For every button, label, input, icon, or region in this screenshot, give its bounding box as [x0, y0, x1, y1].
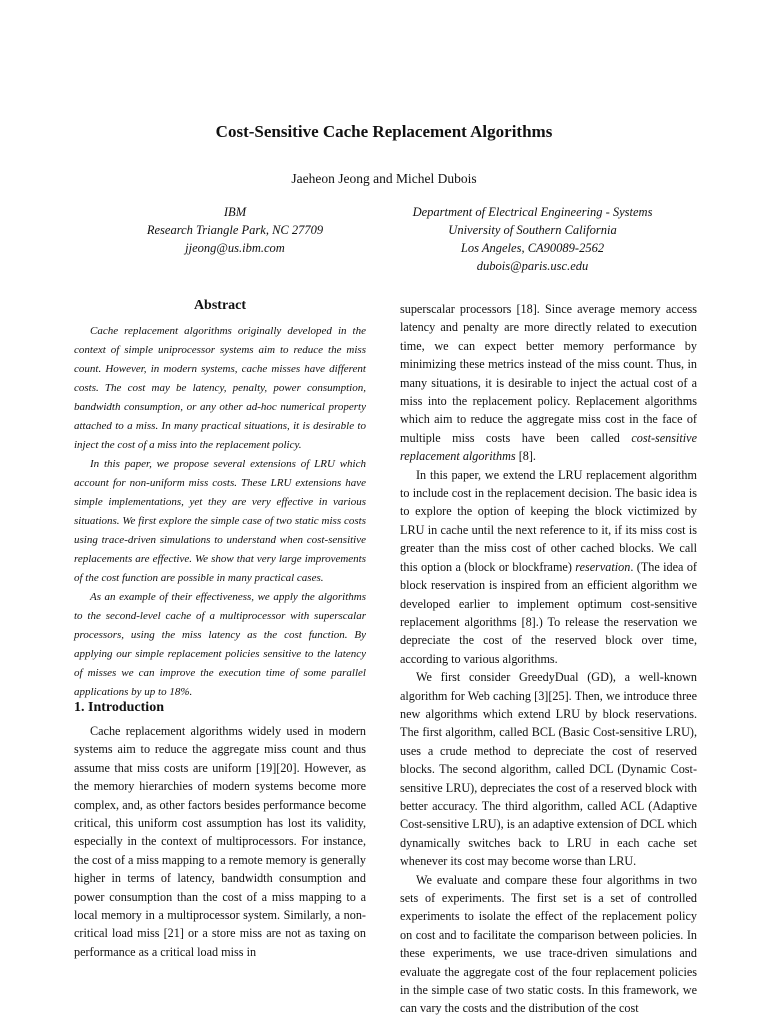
- abstract-heading: Abstract: [193, 298, 247, 313]
- paper-authors: Jaeheon Jeong and Michel Dubois: [291, 171, 477, 186]
- affiliation-right: [385, 203, 680, 275]
- right-paragraph: We evaluate and compare these four algorithms in two sets of experiments. The first set is a set of controlled experiments to isolate the effect of the replacement policy on cost and to facilitate the comparison between policies. In these experiments, we use trace-driven simulations and evaluate the aggregate cost of the four replacement policies in the simple case of two static costs. In this framework, we can vary the costs and the distribution of the cost: [400, 872, 697, 1016]
- term-cost-sensitive: cost-sensitive replacement algorithms: [400, 430, 697, 464]
- affiliation-right-university: University of Southern California: [448, 223, 617, 237]
- right-column: [400, 300, 697, 1018]
- intro-paragraph: Cache replacement algorithms widely used in modern systems aim to reduce the aggregate miss count and thus assume that miss costs are uniform [19][20]. However, as the memory hierarchies of modern systems become more complex, and, as other factors besides performance become critical, this uniform cost assumption has lost its validity, especially in the context of multiprocessors. For instance, the cost of a miss mapping to a remote memory is generally higher in terms of latency, bandwidth consumption and power consumption than the cost of a miss mapping to a local memory in a multiprocessor system. Similarly, a non-critical load miss [21] or a store miss are not as taxing on performance as a critical load miss in: [74, 724, 366, 959]
- affiliation-left-org: IBM: [223, 205, 247, 219]
- abstract-paragraph: As an example of their effectiveness, we apply the algorithms to the second-level cache of a multiprocessor with superscalar processors, using the miss latency as the cost function. By applying our simple replacement policies sensitive to the latency of misses we can improve the execution time of some parallel applications by up to 18%.: [74, 591, 366, 698]
- abstract-paragraph: In this paper, we propose several extensions of LRU which account for non-uniform miss costs. These LRU extensions have simple implementations, yet they are very effective in various situations. We first explore the simple case of two static miss costs using trace-driven simulations to understand when cost-sensitive replacements are effective. We show that very large improvements of the cost function are possible in many practical cases.: [74, 458, 366, 584]
- paper-title: Cost-Sensitive Cache Replacement Algorithms: [215, 122, 553, 141]
- term-reservation: reservation: [575, 559, 631, 574]
- right-paragraph: superscalar processors [18]. Since average memory access latency and penalty are more directly related to execution time, we can expect better memory performance by minimizing these metrics instead of the miss count. Thus, in many situations, it is desirable to inject the actual cost of a miss into the replacement policy. Replacement algorithms which aim to reduce the aggregate miss cost in the face of multiple miss costs have been called cost-sensitive replacement algorithms [8].: [400, 302, 697, 464]
- abstract-body: [74, 322, 366, 702]
- affiliation-right-email: dubois@paris.usc.edu: [476, 259, 589, 273]
- affiliation-right-address: Los Angeles, CA90089-2562: [460, 241, 605, 255]
- affiliation-left-email: jjeong@us.ibm.com: [185, 241, 285, 255]
- right-paragraph: In this paper, we extend the LRU replacement algorithm to include cost in the replacement decision. The basic idea is to explore the option of keeping the block victimized by LRU in cache until the next reference to it, if its miss cost is greater than the miss cost of other cached blocks. We call this option a (block or blockframe) reservation. (The idea of block reservation is inspired from an efficient algorithm we developed earlier to implement optimum cost-sensitive replacement algorithms [8].) To release the reservation we depreciate the cost of the reserved block over time, according to various algorithms.: [400, 467, 697, 666]
- affiliation-left-address: Research Triangle Park, NC 27709: [146, 223, 324, 237]
- abstract-paragraph: Cache replacement algorithms originally developed in the context of simple uniprocessor systems aim to reduce the miss count. However, in modern systems, cache misses have different costs. The cost may be latency, penalty, power consumption, bandwidth consumption, or any other ad-hoc numerical property attached to a miss. In many practical situations, it is desirable to inject the cost of a miss into the replacement policy.: [74, 325, 366, 451]
- affiliation-right-org: Department of Electrical Engineering - Systems: [412, 205, 653, 219]
- affiliation-left: [90, 203, 380, 257]
- right-paragraph: We first consider GreedyDual (GD), a well-known algorithm for Web caching [3][25]. Then, we introduce three new algorithms which extend LRU by block reservations. The first algorithm, called BCL (Basic Cost-sensitive LRU), uses a crude method to depreciate the cost of reserved blocks. The second algorithm, called DCL (Dynamic Cost-sensitive LRU), depreciates the cost of a reserved block with better accuracy. The third algorithm, called ACL (Adaptive Cost-sensitive LRU), is an adaptive extension of DCL which dynamically switches back to LRU in each cache set whenever its cost may become worse than LRU.: [400, 670, 697, 869]
- introduction-heading: 1. Introduction: [74, 700, 164, 715]
- introduction-body: [74, 722, 366, 961]
